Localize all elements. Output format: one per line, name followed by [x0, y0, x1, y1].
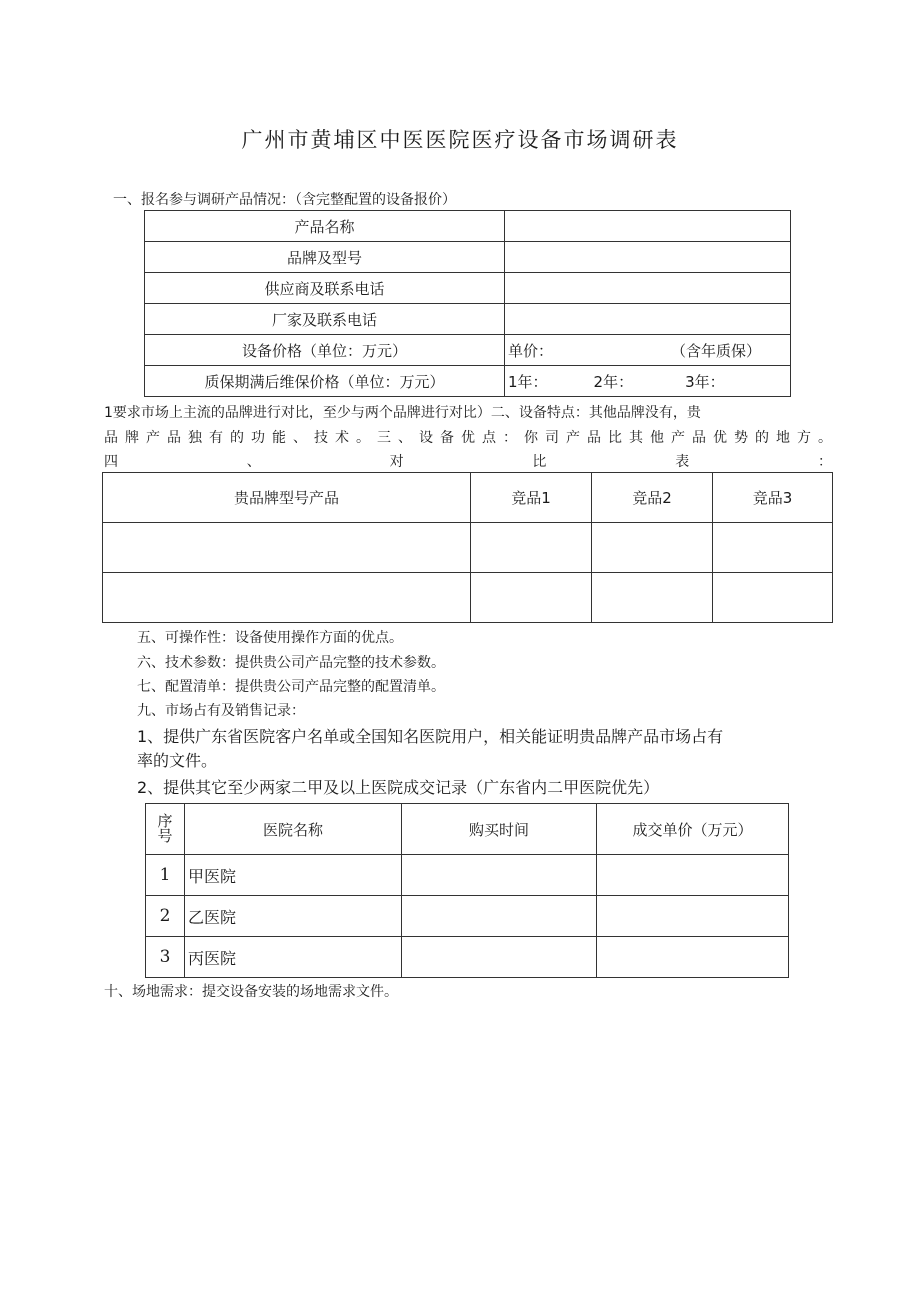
section9: 九、市场占有及销售记录：	[137, 703, 305, 719]
heading-char: 、	[246, 454, 261, 470]
page-title: 广州市黄埔区中医医院医疗设备市场调研表	[241, 128, 679, 152]
row-label: 产品名称	[145, 211, 505, 242]
column-header: 成交单价（万元）	[597, 804, 789, 855]
row-label: 厂家及联系电话	[145, 304, 505, 335]
table-row	[145, 273, 791, 304]
table-cell[interactable]	[592, 523, 713, 573]
column-header: 竞品2	[592, 473, 713, 523]
heading-char: 四	[104, 454, 118, 470]
table-row	[145, 366, 791, 397]
table-cell[interactable]	[713, 573, 833, 623]
maintenance-price-value[interactable]	[505, 366, 791, 397]
section10: 十、场地需求：提交设备安装的场地需求文件。	[104, 984, 398, 1000]
table-cell[interactable]	[471, 523, 592, 573]
row-number: 2	[146, 896, 185, 937]
purchase-time-cell[interactable]	[402, 896, 597, 937]
heading-char: 对	[389, 454, 404, 470]
row-number: 1	[146, 855, 185, 896]
row-label: 品牌及型号	[145, 242, 505, 273]
column-header-seq	[146, 804, 185, 855]
warranty-label: （含年质保）	[671, 341, 762, 360]
device-price-value[interactable]	[505, 335, 791, 366]
table-row	[145, 304, 791, 335]
table-row	[145, 211, 791, 242]
purchase-time-cell[interactable]	[402, 855, 597, 896]
sales-record-table	[145, 803, 789, 978]
unit-price-cell[interactable]	[597, 937, 789, 978]
table-header-row	[146, 804, 789, 855]
hospital-name: 丙医院	[185, 937, 402, 978]
table-row	[146, 937, 789, 978]
table-row	[146, 896, 789, 937]
seq-top: 序	[157, 811, 173, 830]
heading-char: 表	[675, 454, 690, 470]
column-header: 竞品3	[713, 473, 833, 523]
section1-heading: 一、报名参与调研产品情况：（含完整配置的设备报价）	[113, 192, 456, 208]
heading-char: ：	[817, 454, 832, 470]
table-cell[interactable]	[713, 523, 833, 573]
column-header: 贵品牌型号产品	[103, 473, 471, 523]
section6: 六、技术参数：提供贵公司产品完整的技术参数。	[137, 655, 445, 671]
year1-label: 1年：	[508, 372, 548, 391]
supplier-contact-value[interactable]	[505, 273, 791, 304]
row-label: 供应商及联系电话	[145, 273, 505, 304]
hospital-name: 乙医院	[185, 896, 402, 937]
column-header: 竞品1	[471, 473, 592, 523]
section9-item1: 1、提供广东省医院客户名单或全国知名医院用户，相关能证明贵品牌产品市场占有	[137, 727, 724, 746]
table-header-row	[103, 473, 833, 523]
manufacturer-contact-value[interactable]	[505, 304, 791, 335]
row-label: 设备价格（单位：万元）	[145, 335, 505, 366]
table-cell[interactable]	[592, 573, 713, 623]
brand-model-value[interactable]	[505, 242, 791, 273]
table-row	[145, 335, 791, 366]
column-header: 购买时间	[402, 804, 597, 855]
product-name-value[interactable]	[505, 211, 791, 242]
table-cell[interactable]	[471, 573, 592, 623]
hospital-name: 甲医院	[185, 855, 402, 896]
row-number: 3	[146, 937, 185, 978]
table-cell[interactable]	[103, 523, 471, 573]
unit-price-cell[interactable]	[597, 855, 789, 896]
comparison-heading	[104, 451, 832, 471]
table-row	[103, 523, 833, 573]
column-header: 医院名称	[185, 804, 402, 855]
year2-label: 2年：	[593, 372, 634, 391]
section5: 五、可操作性：设备使用操作方面的优点。	[137, 630, 403, 646]
section9-item1-cont: 率的文件。	[137, 751, 218, 770]
seq-bottom: 号	[157, 826, 173, 845]
comparison-table	[102, 472, 833, 623]
table-row	[103, 573, 833, 623]
section9-item2: 2、提供其它至少两家二甲及以上医院成交记录（广东省内二甲医院优先）	[137, 778, 660, 797]
table-row	[145, 242, 791, 273]
table-row	[146, 855, 789, 896]
product-info-table	[144, 210, 791, 397]
heading-char: 比	[532, 454, 547, 470]
paragraph-line: 1要求市场上主流的品牌进行对比，至少与两个品牌进行对比）二、设备特点：其他品牌没有，贵	[104, 405, 701, 421]
table-cell[interactable]	[103, 573, 471, 623]
row-label: 质保期满后维保价格（单位：万元）	[145, 366, 505, 397]
year3-label: 3年：	[685, 372, 725, 391]
unit-price-cell[interactable]	[597, 896, 789, 937]
purchase-time-cell[interactable]	[402, 937, 597, 978]
paragraph-line: 品牌产品独有的功能、技术。三、设备优点：你司产品比其他产品优势的地方。	[104, 430, 832, 446]
unit-price-label: 单价：	[508, 341, 554, 360]
section7: 七、配置清单：提供贵公司产品完整的配置清单。	[137, 679, 445, 695]
